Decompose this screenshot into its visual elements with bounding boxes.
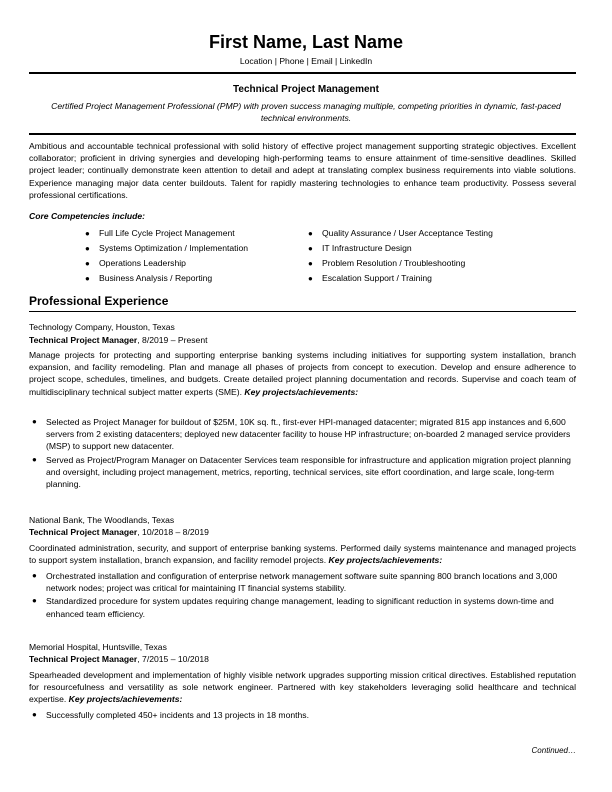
bullet-icon: ● bbox=[85, 274, 90, 283]
contact-line: Location | Phone | Email | LinkedIn bbox=[239, 56, 373, 66]
job-achievements bbox=[29, 570, 576, 621]
candidate-name: First Name, Last Name bbox=[208, 32, 404, 52]
bullet-icon: ● bbox=[308, 259, 313, 268]
job-company: National Bank, The Woodlands, Texas bbox=[29, 515, 175, 525]
key-projects-label: Key projects/achievements: bbox=[328, 555, 443, 566]
job-role: Technical Project Manager, 10/2018 – 8/2019 bbox=[29, 527, 209, 537]
job-dates: , 7/2015 – 10/2018 bbox=[137, 654, 209, 664]
job-description: Spearheaded development and implementation of highly visible network upgrades supporting mission critical directives. Established reputation for resourcefulness and versatility as sole network engineer. Partnered with key stakeholders leveraging solid healthcare and technical expertise. Key projects/achievements: bbox=[29, 670, 576, 705]
competencies-left-column bbox=[85, 226, 248, 286]
bullet-icon: ● bbox=[308, 244, 313, 253]
bullet-icon: ● bbox=[32, 454, 37, 464]
job-role: Technical Project Manager, 7/2015 – 10/2018 bbox=[29, 654, 209, 664]
achievement-item: ● Standardized procedure for system updates requiring change management, leading to significant reduction in systems down-time and enhanced team efficiency. bbox=[32, 596, 554, 619]
header-divider bbox=[29, 72, 576, 74]
competency-item: ● Operations Leadership bbox=[85, 256, 248, 271]
job-description: Coordinated administration, security, and support of enterprise banking systems. Performed daily systems maintenance and managed projects to support system installation, branch expansion, and facility remodel projects. Key projects/achievements: bbox=[29, 543, 576, 566]
headline-subtitle: Certified Project Management Professional (PMP) with proven success managing multiple, competing priorities in dynamic, fast-paced technical environments. bbox=[51, 101, 561, 123]
bullet-icon: ● bbox=[85, 244, 90, 253]
key-projects-label: Key projects/achievements: bbox=[244, 386, 359, 397]
competency-item: ● Quality Assurance / User Acceptance Testing bbox=[308, 226, 493, 241]
key-projects-label: Key projects/achievements: bbox=[68, 694, 183, 705]
bullet-icon: ● bbox=[308, 274, 313, 283]
summary-divider bbox=[29, 133, 576, 135]
bullet-icon: ● bbox=[308, 229, 313, 238]
bullet-icon: ● bbox=[85, 259, 90, 268]
job-role: Technical Project Manager, 8/2019 – Present bbox=[29, 335, 208, 345]
experience-section-title: Professional Experience bbox=[29, 294, 169, 308]
competency-item: ● IT Infrastructure Design bbox=[308, 241, 493, 256]
job-company: Memorial Hospital, Huntsville, Texas bbox=[29, 642, 167, 652]
bullet-icon: ● bbox=[32, 417, 37, 426]
job-dates: , 8/2019 – Present bbox=[137, 335, 208, 345]
job-achievements bbox=[29, 709, 576, 722]
competency-item: ● Systems Optimization / Implementation bbox=[85, 241, 248, 256]
competencies-right-column bbox=[308, 226, 493, 286]
competency-item: ● Escalation Support / Training bbox=[308, 271, 493, 286]
experience-divider bbox=[29, 311, 576, 312]
bullet-icon: ● bbox=[85, 229, 90, 238]
achievement-item: ● Successfully completed 450+ incidents and 13 projects in 18 months. bbox=[32, 710, 309, 720]
competency-item: ● Business Analysis / Reporting bbox=[85, 271, 248, 286]
job-company: Technology Company, Houston, Texas bbox=[29, 322, 175, 332]
continued-note: Continued… bbox=[531, 746, 576, 755]
job-description: Manage projects for protecting and supporting enterprise banking systems including initiatives for supporting system installation, branch expansion, and facility remodeling. Plan and manage all phases of projects from concept to execution. Develop and ensure adherence to project scope, schedules, timelines, and budgets. Create detailed project planning documentation and records. Supervise and coach team of multidisciplinary technical subject matter experts (SME). Key projects/achievements: bbox=[29, 350, 576, 397]
competency-item: ● Problem Resolution / Troubleshooting bbox=[308, 256, 493, 271]
headline-title: Technical Project Management bbox=[233, 84, 379, 95]
bullet-icon: ● bbox=[32, 571, 37, 580]
bullet-icon: ● bbox=[32, 596, 37, 606]
achievement-item: ● Selected as Project Manager for buildout of $25M, 10K sq. ft., first-ever HPI-managed datacenter; migrated 815 app instances and 6,600 servers from 2 existing datacenters; deployed new datacenter facility to house HP infrastructure; on-boarded 2 managed service providers (MSP) to support new datacenter. bbox=[32, 417, 571, 452]
job-dates: , 10/2018 – 8/2019 bbox=[137, 527, 209, 537]
achievement-item: ● Served as Project/Program Manager on Datacenter Services team responsible for infrastructure and application migration project planning and oversight, including project management, metrics, reporting, technical services, site effort coordination, and large scale, long-term planning. bbox=[32, 454, 571, 490]
bullet-icon: ● bbox=[32, 710, 37, 719]
achievement-item: ● Orchestrated installation and configuration of enterprise network management software suite spanning 800 branch locations and 3,000 network nodes; project was critical for maintaining IT financial systems stability. bbox=[32, 571, 558, 594]
summary-paragraph: Ambitious and accountable technical professional with solid history of effective project management supporting strategic objectives. Excellent collaborator; proficient in driving synergies and developing high-performing teams to ensure attainment of time-sensitive deadlines. Skilled project leader; continually demonstrate keen attention to detail and adept at translating complex business requirements into viable solutions. Experience managing major data center buildouts. Talent for rapidly mastering technologies to enhance team productivity. Possess several professional certifications. bbox=[29, 141, 576, 200]
competency-item: ● Full Life Cycle Project Management bbox=[85, 226, 248, 241]
job-achievements bbox=[29, 416, 576, 491]
competencies-title: Core Competencies include: bbox=[29, 211, 146, 221]
